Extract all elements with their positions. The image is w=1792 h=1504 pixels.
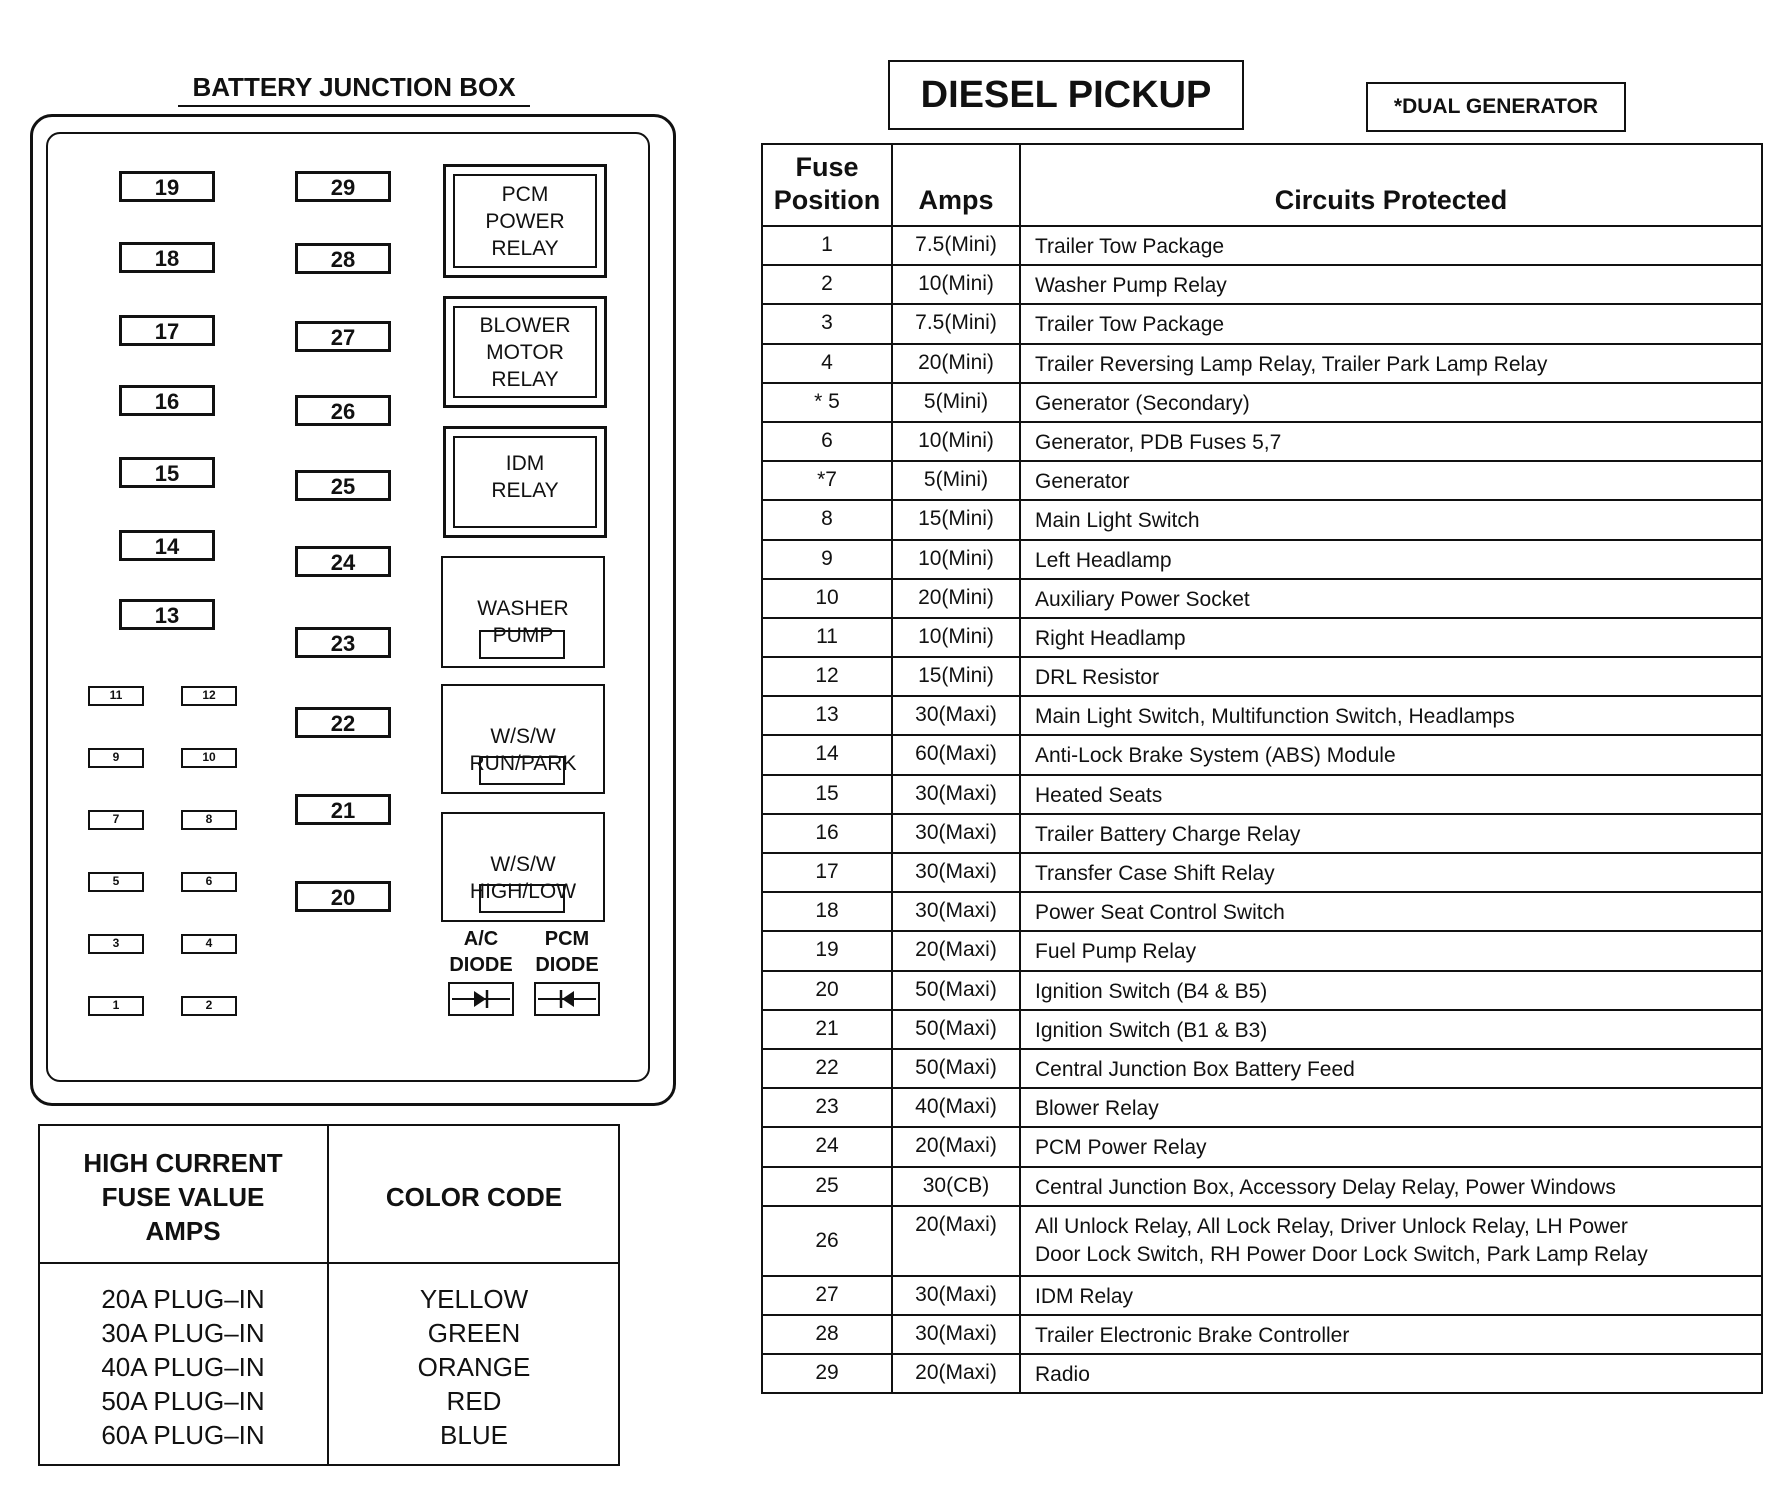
color-code-fuse-values: 20A PLUG–IN 30A PLUG–IN 40A PLUG–IN 50A PLUG–IN 60A PLUG–IN <box>101 1284 265 1450</box>
fuse-table-row <box>762 540 1762 579</box>
fuse-position-cell: 27 <box>762 1276 892 1315</box>
fuse-circuits-cell: DRL Resistor <box>1020 657 1762 696</box>
dual-generator-note: *DUAL GENERATOR <box>1366 82 1626 132</box>
fuse-circuits-cell: Auxiliary Power Socket <box>1020 579 1762 618</box>
maxi-fuse: 27 <box>295 321 391 352</box>
fuse-position-cell: 18 <box>762 892 892 931</box>
ac-diode-icon <box>448 982 514 1016</box>
fuse-circuits-cell: Fuel Pump Relay <box>1020 931 1762 970</box>
color-code-colors: YELLOW GREEN ORANGE RED BLUE <box>417 1284 531 1450</box>
fuse-circuits-cell: Heated Seats <box>1020 775 1762 814</box>
fuse-circuits-cell: Left Headlamp <box>1020 540 1762 579</box>
fuse-table-row <box>762 814 1762 853</box>
fuse-circuits-cell: PCM Power Relay <box>1020 1127 1762 1166</box>
fuse-circuits-cell: Generator <box>1020 461 1762 500</box>
relay-pcm-power <box>443 164 607 278</box>
fuse-table-row <box>762 971 1762 1010</box>
fuse-table-row <box>762 696 1762 735</box>
mini-fuse: 1 <box>88 996 144 1016</box>
fuse-position-cell: 9 <box>762 540 892 579</box>
fuse-position-cell: 2 <box>762 265 892 304</box>
maxi-fuse: 24 <box>295 546 391 577</box>
fuse-table-row <box>762 735 1762 774</box>
fuse-table-row <box>762 1010 1762 1049</box>
fuse-amps-cell: 10(Mini) <box>892 540 1020 579</box>
table-divider <box>327 1124 329 1466</box>
fuse-position-cell: 14 <box>762 735 892 774</box>
fuse-position-cell: 22 <box>762 1049 892 1088</box>
fuse-table-row <box>762 657 1762 696</box>
fuse-amps-cell: 30(Maxi) <box>892 1315 1020 1354</box>
fuse-position-cell: 6 <box>762 422 892 461</box>
fuse-table-row <box>762 265 1762 304</box>
fuse-position-cell: 11 <box>762 618 892 657</box>
fuse-position-cell: 19 <box>762 931 892 970</box>
fuse-amps-cell: 20(Maxi) <box>892 1206 1020 1276</box>
fuse-circuits-cell: Trailer Tow Package <box>1020 226 1762 265</box>
fuse-amps-cell: 20(Maxi) <box>892 1354 1020 1393</box>
pcm-diode-label: PCM DIODE <box>535 928 599 976</box>
fuse-circuits-cell: All Unlock Relay, All Lock Relay, Driver Unlock Relay, LH Power Door Lock Switch, RH Power Door Lock Switch, Park Lamp Relay <box>1020 1206 1762 1276</box>
fuse-table-row <box>762 304 1762 343</box>
maxi-fuse: 18 <box>119 242 215 273</box>
slot-box-label: WASHER PUMP <box>477 597 569 647</box>
fuse-slot <box>479 630 565 659</box>
fuse-circuits-cell: Ignition Switch (B4 & B5) <box>1020 971 1762 1010</box>
fuse-position-cell: 25 <box>762 1167 892 1206</box>
fuse-table-row <box>762 500 1762 539</box>
maxi-fuse: 19 <box>119 171 215 202</box>
fuse-amps-cell: 7.5(Mini) <box>892 226 1020 265</box>
maxi-fuse: 15 <box>119 457 215 488</box>
fuse-table-row <box>762 1315 1762 1354</box>
fuse-position-cell: 10 <box>762 579 892 618</box>
maxi-fuse: 23 <box>295 627 391 658</box>
fuse-amps-cell: 50(Maxi) <box>892 1049 1020 1088</box>
maxi-fuse: 29 <box>295 171 391 202</box>
header-circuits: Circuits Protected <box>1020 144 1762 226</box>
slot-box-wsw-high-low <box>441 812 605 922</box>
fuse-position-cell: 13 <box>762 696 892 735</box>
fuse-table-row <box>762 931 1762 970</box>
diode-symbol-icon <box>450 984 512 1014</box>
fuse-amps-cell: 30(Maxi) <box>892 814 1020 853</box>
fuse-amps-cell: 20(Mini) <box>892 579 1020 618</box>
maxi-fuse: 16 <box>119 385 215 416</box>
slot-box-wsw-run-park <box>441 684 605 794</box>
mini-fuse: 10 <box>181 748 237 768</box>
diesel-pickup-title: DIESEL PICKUP <box>888 60 1244 130</box>
fuse-table-row <box>762 226 1762 265</box>
fuse-position-cell: 1 <box>762 226 892 265</box>
maxi-fuse: 14 <box>119 530 215 561</box>
fuse-amps-cell: 60(Maxi) <box>892 735 1020 774</box>
fuse-table-row <box>762 1354 1762 1393</box>
fuse-circuits-cell: Blower Relay <box>1020 1088 1762 1127</box>
fuse-circuits-cell: Power Seat Control Switch <box>1020 892 1762 931</box>
fuse-circuits-cell: Ignition Switch (B1 & B3) <box>1020 1010 1762 1049</box>
fuse-amps-cell: 5(Mini) <box>892 383 1020 422</box>
fuse-table-row <box>762 344 1762 383</box>
color-code-header-color: COLOR CODE <box>385 1182 563 1212</box>
maxi-fuse: 21 <box>295 794 391 825</box>
mini-fuse: 5 <box>88 872 144 892</box>
fuse-amps-cell: 20(Maxi) <box>892 1127 1020 1166</box>
fuse-amps-cell: 40(Maxi) <box>892 1088 1020 1127</box>
fuse-amps-cell: 15(Mini) <box>892 657 1020 696</box>
fuse-position-cell: *7 <box>762 461 892 500</box>
table-divider <box>38 1262 620 1264</box>
fuse-amps-cell: 10(Mini) <box>892 618 1020 657</box>
fuse-position-cell: 8 <box>762 500 892 539</box>
slot-box-washer-pump <box>441 556 605 668</box>
fuse-position-cell: 29 <box>762 1354 892 1393</box>
mini-fuse: 12 <box>181 686 237 706</box>
fuse-amps-cell: 30(Maxi) <box>892 775 1020 814</box>
fuse-position-cell: 3 <box>762 304 892 343</box>
fuse-position-cell: 16 <box>762 814 892 853</box>
fuse-amps-cell: 30(CB) <box>892 1167 1020 1206</box>
color-code-header-fuse-value: HIGH CURRENT FUSE VALUE AMPS <box>83 1148 283 1246</box>
fuse-table-row <box>762 618 1762 657</box>
fuse-circuits-cell: Generator, PDB Fuses 5,7 <box>1020 422 1762 461</box>
fuse-circuits-cell: IDM Relay <box>1020 1276 1762 1315</box>
header-fuse-position: Fuse Position <box>762 144 892 226</box>
mini-fuse: 6 <box>181 872 237 892</box>
fuse-circuits-cell: Central Junction Box Battery Feed <box>1020 1049 1762 1088</box>
mini-fuse: 8 <box>181 810 237 830</box>
mini-fuse: 3 <box>88 934 144 954</box>
fuse-position-cell: 17 <box>762 853 892 892</box>
fuse-table <box>761 143 1763 1394</box>
maxi-fuse: 28 <box>295 243 391 274</box>
fuse-circuits-cell: Central Junction Box, Accessory Delay Relay, Power Windows <box>1020 1167 1762 1206</box>
fuse-amps-cell: 20(Maxi) <box>892 931 1020 970</box>
fuse-position-cell: 12 <box>762 657 892 696</box>
fuse-table-row <box>762 1206 1762 1276</box>
fuse-slot <box>479 756 565 785</box>
fuse-table-header-row <box>762 144 1762 226</box>
relay-blower-motor <box>443 296 607 408</box>
ac-diode-label: A/C DIODE <box>449 928 513 976</box>
fuse-circuits-cell: Radio <box>1020 1354 1762 1393</box>
fuse-table-row <box>762 579 1762 618</box>
fuse-circuits-cell: Main Light Switch <box>1020 500 1762 539</box>
fuse-amps-cell: 50(Maxi) <box>892 971 1020 1010</box>
fuse-amps-cell: 30(Maxi) <box>892 853 1020 892</box>
mini-fuse: 2 <box>181 996 237 1016</box>
fuse-amps-cell: 50(Maxi) <box>892 1010 1020 1049</box>
fuse-amps-cell: 30(Maxi) <box>892 1276 1020 1315</box>
fuse-table-row <box>762 1167 1762 1206</box>
maxi-fuse: 26 <box>295 395 391 426</box>
fuse-position-cell: 26 <box>762 1206 892 1276</box>
mini-fuse: 9 <box>88 748 144 768</box>
fuse-position-cell: 23 <box>762 1088 892 1127</box>
slot-box-label: W/S/W HIGH/LOW <box>469 853 577 903</box>
fuse-table-row <box>762 1276 1762 1315</box>
pcm-diode-icon <box>534 982 600 1016</box>
fuse-table-row <box>762 1127 1762 1166</box>
fuse-table-row <box>762 775 1762 814</box>
relay-label: BLOWER MOTOR RELAY <box>453 306 597 398</box>
fuse-amps-cell: 30(Maxi) <box>892 696 1020 735</box>
fuse-position-cell: 24 <box>762 1127 892 1166</box>
fuse-amps-cell: 10(Mini) <box>892 422 1020 461</box>
header-amps: Amps <box>892 144 1020 226</box>
fuse-amps-cell: 7.5(Mini) <box>892 304 1020 343</box>
fuse-amps-cell: 15(Mini) <box>892 500 1020 539</box>
fuse-circuits-cell: Trailer Battery Charge Relay <box>1020 814 1762 853</box>
fuse-table-row <box>762 383 1762 422</box>
mini-fuse: 7 <box>88 810 144 830</box>
fuse-table-row <box>762 422 1762 461</box>
fuse-position-cell: 20 <box>762 971 892 1010</box>
fuse-circuits-cell: Main Light Switch, Multifunction Switch, Headlamps <box>1020 696 1762 735</box>
slot-box-label: W/S/W RUN/PARK <box>469 725 577 775</box>
diode-symbol-icon <box>536 984 598 1014</box>
relay-label: IDM RELAY <box>453 436 597 528</box>
fuse-circuits-cell: Transfer Case Shift Relay <box>1020 853 1762 892</box>
fuse-table-body <box>762 226 1762 1393</box>
fuse-position-cell: 15 <box>762 775 892 814</box>
fuse-amps-cell: 20(Mini) <box>892 344 1020 383</box>
fuse-table-row <box>762 892 1762 931</box>
fuse-table-row <box>762 461 1762 500</box>
fuse-circuits-cell: Generator (Secondary) <box>1020 383 1762 422</box>
maxi-fuse: 25 <box>295 470 391 501</box>
relay-idm <box>443 426 607 538</box>
mini-fuse: 4 <box>181 934 237 954</box>
maxi-fuse: 17 <box>119 315 215 346</box>
fuse-circuits-cell: Trailer Reversing Lamp Relay, Trailer Park Lamp Relay <box>1020 344 1762 383</box>
fuse-position-cell: 28 <box>762 1315 892 1354</box>
fuse-circuits-cell: Anti-Lock Brake System (ABS) Module <box>1020 735 1762 774</box>
mini-fuse: 11 <box>88 686 144 706</box>
junction-box-title: BATTERY JUNCTION BOX <box>178 72 530 107</box>
maxi-fuse: 22 <box>295 707 391 738</box>
relay-label: PCM POWER RELAY <box>453 174 597 268</box>
fuse-table-row <box>762 1049 1762 1088</box>
fuse-position-cell: 21 <box>762 1010 892 1049</box>
fuse-amps-cell: 30(Maxi) <box>892 892 1020 931</box>
fuse-circuits-cell: Right Headlamp <box>1020 618 1762 657</box>
fuse-slot <box>479 884 565 913</box>
fuse-amps-cell: 10(Mini) <box>892 265 1020 304</box>
fuse-circuits-cell: Trailer Electronic Brake Controller <box>1020 1315 1762 1354</box>
fuse-table-row <box>762 1088 1762 1127</box>
fuse-position-cell: 4 <box>762 344 892 383</box>
fuse-position-cell: * 5 <box>762 383 892 422</box>
maxi-fuse: 20 <box>295 881 391 912</box>
fuse-circuits-cell: Trailer Tow Package <box>1020 304 1762 343</box>
fuse-amps-cell: 5(Mini) <box>892 461 1020 500</box>
maxi-fuse: 13 <box>119 599 215 630</box>
fuse-table-row <box>762 853 1762 892</box>
fuse-circuits-cell: Washer Pump Relay <box>1020 265 1762 304</box>
